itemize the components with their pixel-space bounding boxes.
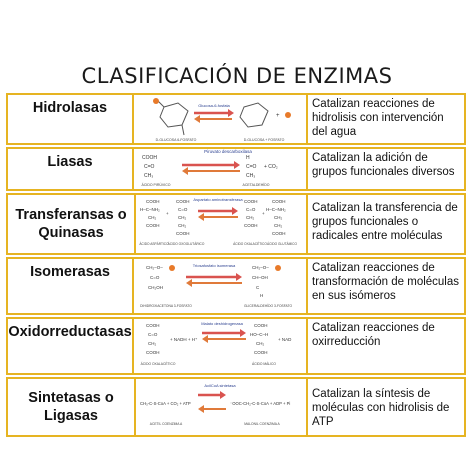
svg-text:CH₃: CH₃ (144, 173, 154, 179)
svg-text:COOH: COOH (146, 323, 160, 328)
phosphate-icon (285, 112, 291, 118)
enzyme-name: Glucosa-6-fosfata (198, 103, 230, 108)
molecule-label: DIHIDROXIACETONA 3-FOSFATO (140, 304, 192, 308)
svg-text:H–C–NH₂: H–C–NH₂ (266, 207, 286, 212)
enzyme-class-name: Oxidorreductasas (8, 319, 134, 373)
svg-text:CH₂: CH₂ (274, 223, 283, 228)
svg-text:COOH: COOH (244, 199, 258, 204)
svg-text:H: H (260, 293, 264, 298)
svg-text:+: + (262, 211, 265, 216)
svg-text:+: + (276, 113, 280, 119)
svg-text:+: + (166, 211, 169, 216)
enzyme-name: Piruvato descarboxilasa (204, 149, 252, 154)
enzyme-name: Triosafosfato isomerasa (192, 263, 236, 268)
molecule-label: ÁCIDO ASPÁRTICO (139, 242, 169, 246)
svg-text:C: C (256, 285, 260, 290)
enzyme-table (6, 93, 466, 463)
svg-text:C=O: C=O (246, 207, 256, 212)
svg-text:H: H (246, 155, 250, 161)
enzyme-description: Catalizan la síntesis de moléculas con hidrolisis de ATP (312, 388, 450, 428)
svg-text:CH₂: CH₂ (148, 215, 157, 220)
svg-text:H–C–NH₂: H–C–NH₂ (140, 207, 160, 212)
molecule-label: ÁCIDO GLUTÁMICO (267, 242, 297, 246)
molecule-label: ÁCIDO MÁLICO (252, 362, 276, 366)
svg-text:CH₃: CH₃ (246, 173, 256, 179)
svg-text:HO–C–H: HO–C–H (250, 332, 269, 337)
enzyme-class-name: Hidrolasas (8, 95, 134, 143)
svg-text:CH₂–O–: CH₂–O– (252, 265, 269, 270)
svg-text:COOH: COOH (254, 350, 268, 355)
enzyme-name: AcilCoA sintetasa (204, 383, 236, 388)
molecule-label: ÁCIDO OXOGLUTÁRICO (167, 242, 205, 246)
svg-text:+ CO₂: + CO₂ (264, 164, 278, 170)
svg-text:COOH: COOH (176, 199, 190, 204)
glucose-ring-icon (158, 101, 188, 135)
svg-text:CH₂: CH₂ (246, 215, 255, 220)
svg-text:CH₂: CH₂ (148, 341, 157, 346)
page-title: CLASIFICACIÓN DE ENZIMAS (81, 64, 393, 88)
molecule-label: ACETALDEHÍDO (242, 183, 270, 187)
reverse-arrow (198, 405, 204, 413)
table-row-oxidorreductasas (6, 317, 466, 375)
svg-text:COOH: COOH (146, 199, 160, 204)
enzyme-description: Catalizan reacciones de hidrolisis con intervención del agua (312, 98, 444, 138)
table-row-liasas (6, 147, 466, 191)
table-row-isomerasas (6, 257, 466, 315)
svg-text:CH₂–O–: CH₂–O– (146, 265, 163, 270)
molecule-label: ÁCIDO OXALACÉTICO (140, 362, 176, 366)
svg-text:C=O: C=O (144, 164, 155, 170)
svg-text:CH₂: CH₂ (256, 341, 265, 346)
table-row-transferansas (6, 193, 466, 255)
enzyme-class-name: Isomerasas (8, 259, 134, 313)
svg-text:COOH: COOH (146, 350, 160, 355)
svg-text:CH₂: CH₂ (274, 215, 283, 220)
svg-text:+ NADH + H⁺: + NADH + H⁺ (170, 337, 198, 342)
svg-text:COOH: COOH (272, 231, 286, 236)
svg-text:CH–OH: CH–OH (252, 275, 268, 280)
enzyme-description: Catalizan la adición de grupos funcionales diversos (312, 152, 455, 178)
svg-text:CH₂: CH₂ (178, 223, 187, 228)
svg-text:C=O: C=O (150, 275, 160, 280)
svg-text:CH₂: CH₂ (178, 215, 187, 220)
reverse-arrow (202, 335, 208, 343)
enzyme-name: Aspartato aminotransferasa (193, 197, 243, 202)
reaction-scheme-isomerasas (136, 259, 308, 313)
enzyme-class-name: Transferansas o Quinasas (8, 195, 136, 253)
enzyme-description: Catalizan reacciones de oxirreducción (312, 322, 435, 348)
molecule-label: ÁCIDO OXALACÉTICO (233, 242, 267, 246)
molecule-label: ÁCIDO PIRÚVICO (141, 183, 171, 187)
enzyme-name: Malato deshidrogenasa (201, 321, 243, 326)
enzyme-class-name: Liasas (8, 149, 134, 189)
svg-text:COOH: COOH (176, 231, 190, 236)
reaction-scheme-sintetasas (136, 379, 308, 435)
molecule-label: D-GLUCOSA 6-FOSFATO (155, 138, 197, 142)
svg-text:CH₂OH: CH₂OH (148, 285, 163, 290)
svg-text:COOH: COOH (146, 223, 160, 228)
table-row-hidrolasas (6, 93, 466, 145)
glucose-ring-icon (240, 103, 268, 127)
svg-text:COOH: COOH (244, 223, 258, 228)
molecule-label: ACETIL COENZIMA A (149, 422, 183, 426)
phosphate-icon (275, 265, 281, 271)
svg-text:C=O: C=O (178, 207, 188, 212)
svg-text:C=O: C=O (148, 332, 158, 337)
svg-text:COOH: COOH (272, 199, 286, 204)
svg-text:⁻OOC-CH₂-C-S-CoA + ADP + Pi: ⁻OOC-CH₂-C-S-CoA + ADP + Pi (230, 401, 291, 406)
molecule-label: GLICERALDEHÍDO 3-FOSFATO (243, 304, 293, 308)
molecule-label: D-GLUCOSA + FOSFATO (243, 138, 285, 142)
svg-text:C=O: C=O (246, 164, 257, 170)
svg-text:COOH: COOH (142, 155, 157, 161)
enzyme-description: Catalizan la transferencia de grupos funcionales o radicales entre moléculas (312, 202, 458, 242)
reverse-arrow (186, 279, 192, 287)
enzyme-description: Catalizan reacciones de transformación de moléculas en sus isómeros (312, 262, 460, 302)
table-row-sintetasas (6, 377, 466, 437)
enzyme-class-name: Sintetasas o Ligasas (8, 379, 136, 435)
reaction-scheme-oxidorreductasas (136, 319, 308, 373)
reaction-scheme-hidrolasas (136, 95, 308, 143)
reverse-arrow (194, 115, 200, 123)
reaction-scheme-transferansas (136, 195, 308, 253)
phosphate-icon (169, 265, 175, 271)
phosphate-icon (153, 98, 159, 104)
svg-text:+ NAD: + NAD (278, 337, 292, 342)
reaction-scheme-liasas (136, 149, 308, 189)
svg-text:CH₃-C-S-CoA + CO₂ + ATP: CH₃-C-S-CoA + CO₂ + ATP (140, 401, 191, 406)
molecule-label: MALONIL COENZIMA A (244, 422, 280, 426)
svg-text:COOH: COOH (254, 323, 268, 328)
reverse-arrow (182, 167, 188, 175)
reverse-arrow (198, 213, 204, 221)
